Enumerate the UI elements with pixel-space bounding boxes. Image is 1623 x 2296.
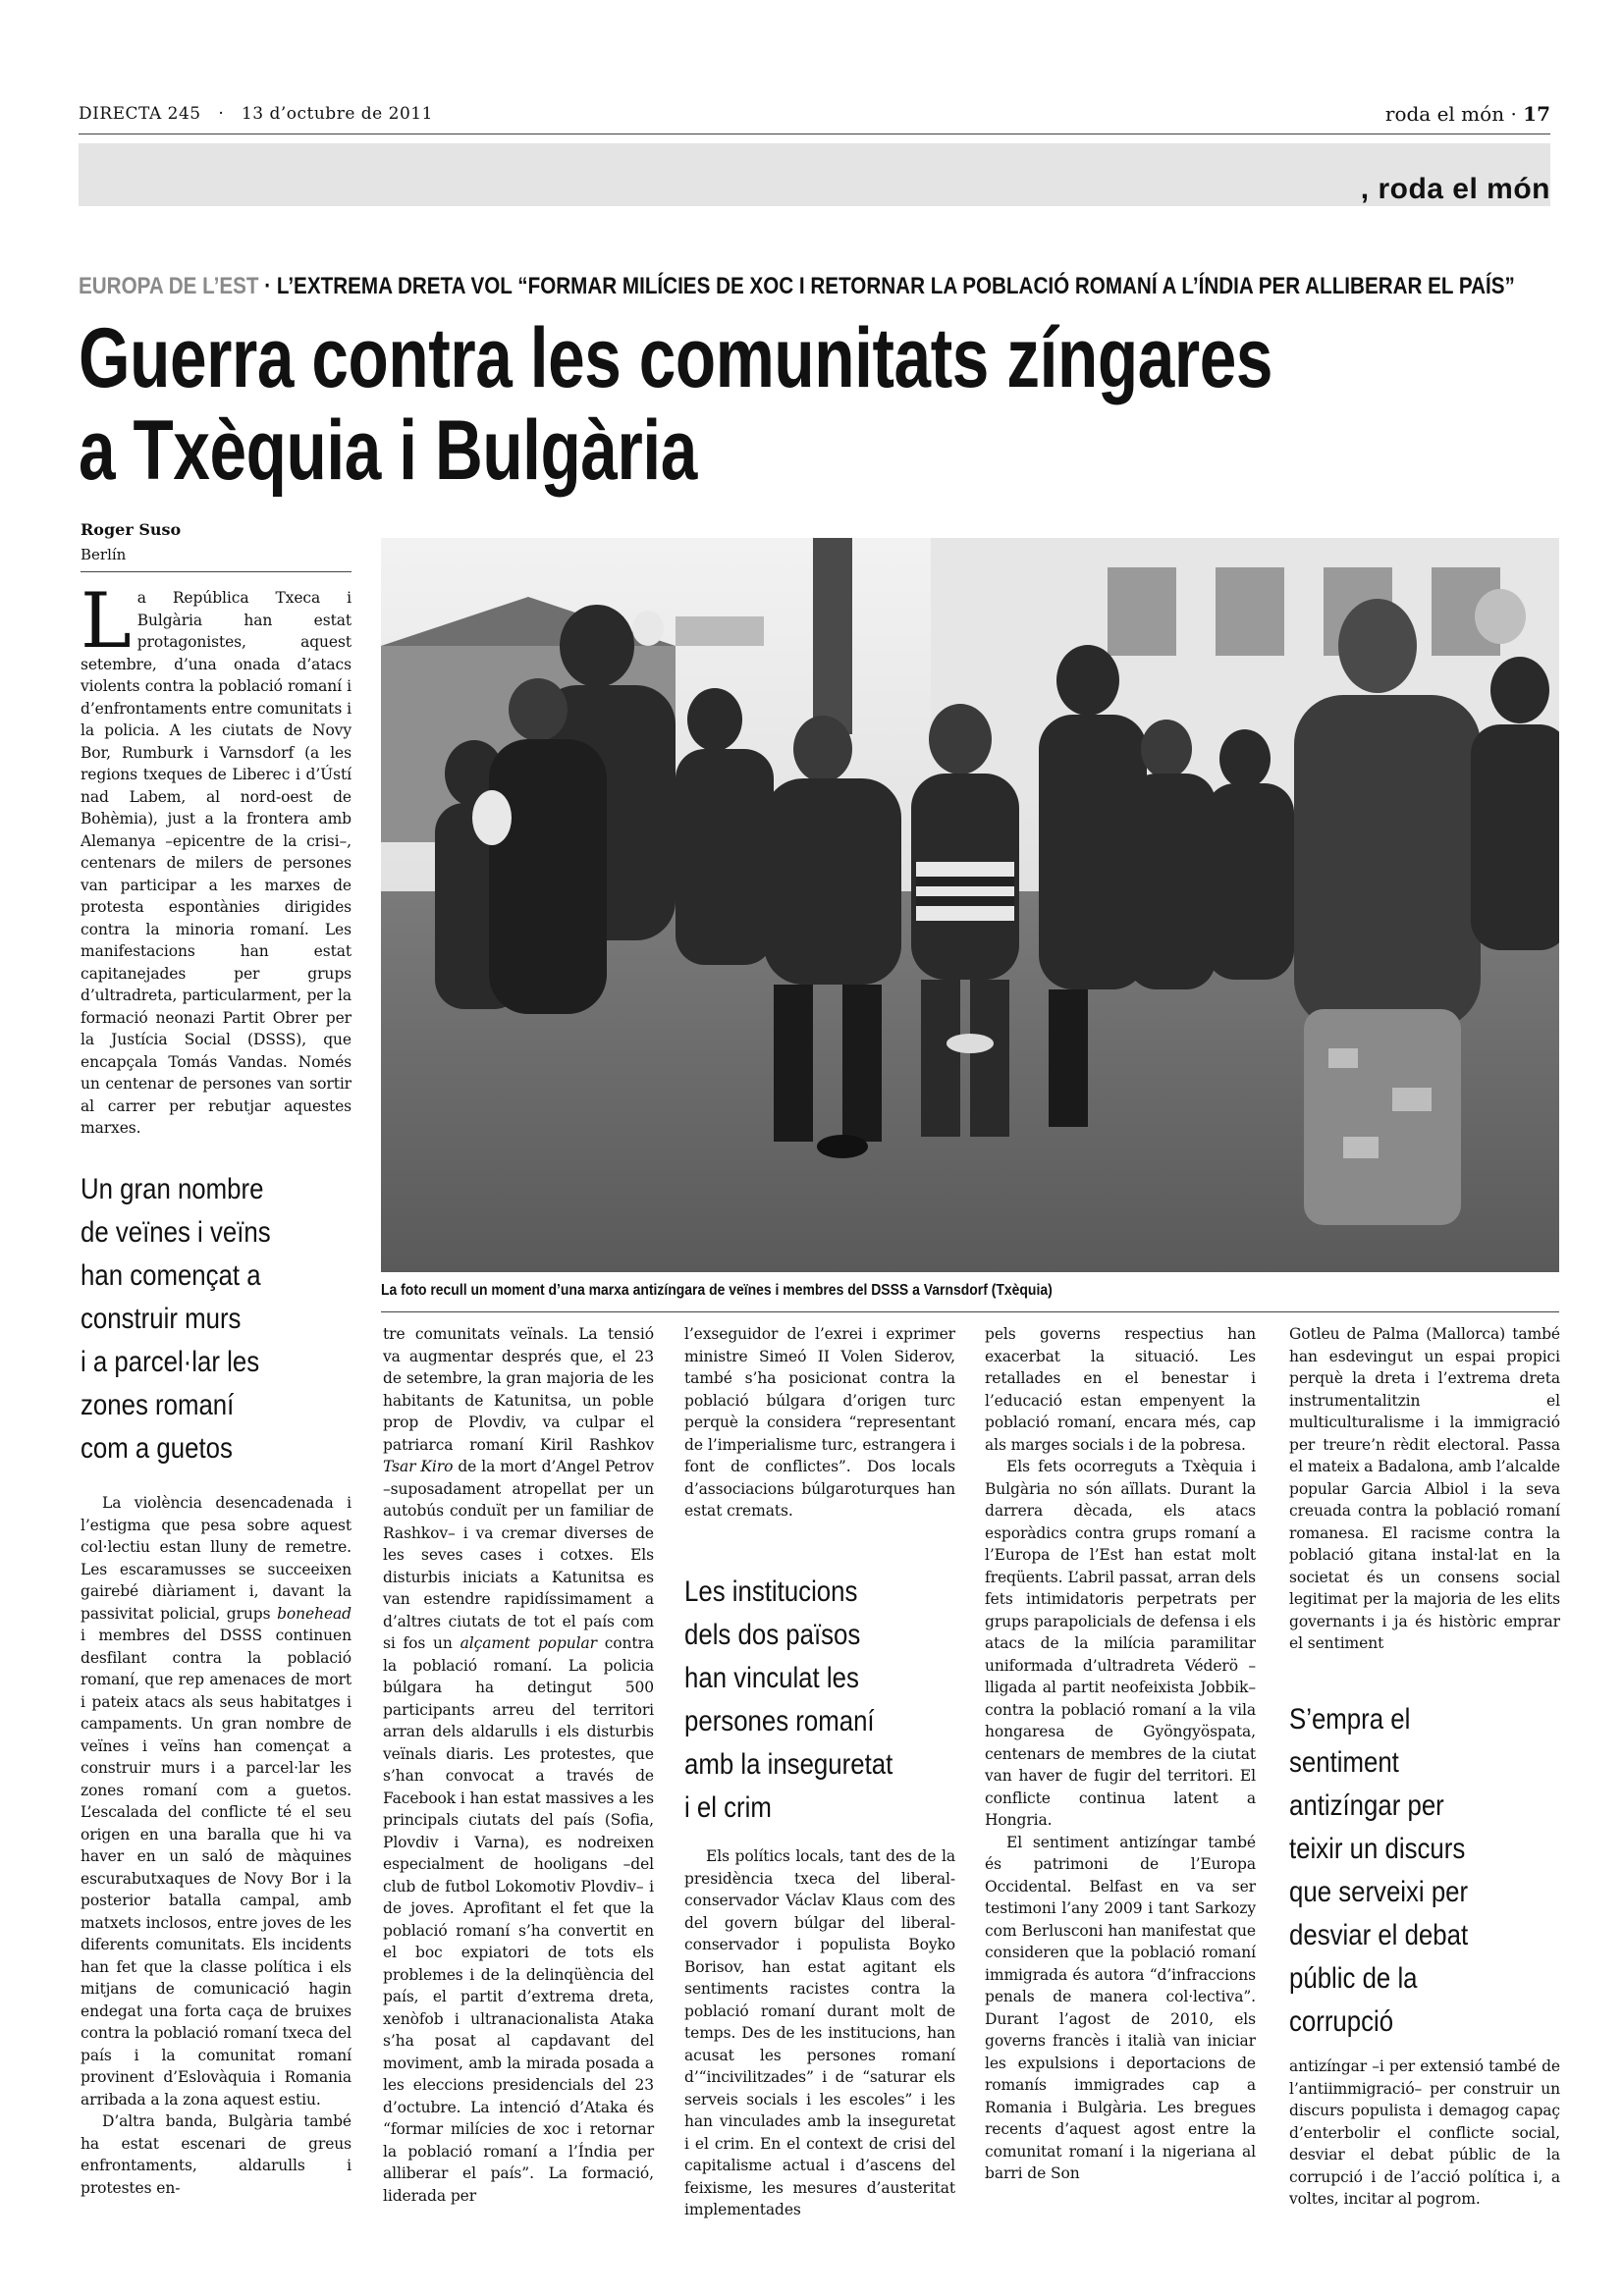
pull-quote-2 — [684, 1571, 893, 1830]
news-photo — [381, 538, 1559, 1272]
kicker-separator: · — [264, 273, 272, 299]
byline-author: Roger Suso — [81, 520, 182, 539]
pull-quote-1 — [81, 1168, 271, 1470]
pull-quote-line: Un gran nombre — [81, 1173, 264, 1205]
pull-quote-line: desviar el debat — [1289, 1919, 1469, 1951]
caption-rule — [381, 1311, 1559, 1312]
folio-publication — [79, 104, 433, 124]
page-number: 17 — [1523, 102, 1550, 126]
lead-paragraph — [81, 577, 352, 1140]
body-paragraph: Els fets ocorreguts a Txèquia i Bulgària no són aïllats. Durant la darrera dècada, els atacs esporàdics contra grups romaní a l’Europa de l’Est han estat molt freqüents. L’abril passat, arran dels fets intimidatoris perpetrats per grups parapolicials de defensa i els atacs de la milícia paramilitar uniformada d’ultradreta Véderö –lligada al partit neofeixista Jobbik– contra la població romaní a la vila hongaresa de Gyöngyöspata, centenars de membres de la ciutat van haver de fugir del territori. El conflicte continua latent a Hongria. — [985, 1458, 1256, 1829]
photo-illustration — [381, 538, 1559, 1272]
kicker — [79, 273, 1515, 300]
photo-caption: La foto recull un moment d’una marxa antizíngara de veïnes i membres del DSSS a Varnsdorf (Txèquia) — [381, 1282, 1053, 1299]
pull-quote-line: corrupció — [1289, 2005, 1394, 2038]
pull-quote-line: Les institucions — [684, 1575, 858, 1608]
body-paragraph: D’altra banda, Bulgària també ha estat escenari de greus enfrontaments, aldarulls i protestes en- — [81, 2112, 352, 2197]
pull-quote-line: construir murs — [81, 1303, 242, 1335]
article-column-3-continued — [684, 1845, 955, 2221]
body-text: i membres del DSSS continuen desfilant contra la població romaní, que rep amenaces de mort i pateix atacs als seus habitatges i campaments. Un gran nombre de veïnes i veïns han començat a construir murs i a parcel·lar les zones romaní com a guetos. L’escalada del conflicte té el seu origen en una baralla que hi va haver en un saló de màquines escurabutxaques de Novy Bor i la posterior batalla campal, amb matxets inclosos, entre joves de les diferents comunitats. Els incidents han fet que la classe política i els mitjans de comunicació hagin endegat una forta caça de bruixes contra la població romaní txeca del país i la comunitat romaní provinent d’Eslovàquia i Romania arribada a la zona aquest estiu. — [81, 1627, 352, 2109]
body-paragraph: l’exseguidor de l’exrei i exprimer ministre Simeó II Volen Siderov, també s’ha posicionat contra la població búlgara d’origen turc perquè la considera “representant de l’imperialisme turc, estrangera i font de conflictes”. Dos locals d’associacions búlgaroturques han estat cremats. — [684, 1325, 955, 1520]
issue-date: 13 d’octubre de 2011 — [241, 104, 433, 124]
pull-quote-line: teixir un discurs — [1289, 1833, 1466, 1865]
kicker-text: L’EXTREMA DRETA VOL “FORMAR MILÍCIES DE XOC I RETORNAR LA POBLACIÓ ROMANÍ A L’ÍNDIA PER ALLIBERAR EL PAÍS” — [276, 273, 1515, 299]
folio-separator: · — [218, 104, 225, 124]
pull-quote-line: de veïnes i veïns — [81, 1216, 271, 1249]
pull-quote-line: antizíngar per — [1289, 1789, 1444, 1822]
article-column-1 — [81, 1492, 352, 2199]
pull-quote-line: i a parcel·lar les — [81, 1346, 260, 1378]
byline-location: Berlín — [81, 546, 127, 563]
headline-line-1: Guerra contra les comunitats zíngares — [79, 311, 1273, 405]
article-column-2 — [383, 1323, 654, 2207]
body-emphasis: alçament popular — [460, 1634, 597, 1652]
body-paragraph — [383, 1323, 654, 2207]
pull-quote-line: que serveixi per — [1289, 1876, 1469, 1908]
headline-line-2: a Txèquia i Bulgària — [79, 403, 697, 498]
byline-rule — [81, 571, 352, 572]
body-paragraph — [81, 1492, 352, 2110]
pull-quote-line: han vinculat les — [684, 1662, 859, 1694]
body-paragraph: antizíngar –i per extensió també de l’antiimmigració– per construir un discurs populista i demagog capaç d’enterbolir el conflicte social, desviar el debat públic de la corrupció i de l’acció política i, a voltes, incitar al pogrom. — [1289, 2057, 1560, 2208]
folio-section-label: roda el món — [1384, 102, 1505, 126]
section-title: , roda el món — [1360, 173, 1550, 205]
article-column-3 — [684, 1323, 955, 1522]
pull-quote-3 — [1289, 1698, 1468, 2044]
publication-name: DIRECTA 245 — [79, 104, 201, 124]
body-paragraph: Gotleu de Palma (Mallorca) també han esdevingut un espai propici perquè la dreta i l’extrema dreta instrumentalitzin el multiculturalisme i la immigració per treure’n rèdit electoral. Passa el mateix a Badalona, amb l’alcalde popular Garcia Albiol i la seva creuada contra la població romaní romanesa. El racisme contra la població gitana instal·lat en la societat és un consens social legitimat per la majoria de les elits governants i ja és històric emprar el sentiment — [1289, 1325, 1560, 1652]
pull-quote-line: han començat a — [81, 1259, 261, 1292]
body-text: contra la població romaní. La policia búlgara ha detingut 500 participants arreu del territori arran dels aldarulls i els disturbis veïnals diaris. Les protestes, que s’han convocat a través de Facebook i han estat massives a les principals ciutats del país (Sofia, Plovdiv i Varna), es nodreixen especialment de hooligans –del club de futbol Lokomotiv Plovdiv– i de joves. Aprofitant el fet que la població romaní s’ha convertit en el boc expiatori de tots els problemes i de la delinqüència del país, el partit d’extrema dreta, xenòfob i ultranacionalista Ataka s’ha posat al capdavant del moviment, amb la mirada posada a les eleccions presidencials del 23 d’octubre. La intenció d’Ataka és “formar milícies de xoc i retornar la població romaní a l’Índia per alliberar el país”. La formació, liderada per — [383, 1634, 654, 2205]
pull-quote-line: persones romaní — [684, 1705, 875, 1737]
body-paragraph: pels governs respectius han exacerbat la situació. Les retallades en el benestar i l’educació estan empenyent la població romaní, encara més, cap als marges socials i de la pobresa. — [985, 1325, 1256, 1454]
article-lead — [81, 577, 352, 1140]
headline — [79, 312, 1543, 497]
body-text: tre comunitats veïnals. La tensió va augmentar després que, el 23 de setembre, la gran majoria de les habitants de Katunitsa, un poble prop de Plovdiv, va culpar el patriarca romaní Kiril Rashkov — [383, 1325, 654, 1454]
pull-quote-line: i el crim — [684, 1791, 772, 1824]
body-emphasis: Tsar Kiro — [383, 1458, 454, 1475]
section-band — [79, 143, 1550, 206]
pull-quote-line: com a guetos — [81, 1432, 233, 1465]
pull-quote-line: sentiment — [1289, 1746, 1399, 1779]
folio-separator-2: · — [1510, 102, 1517, 126]
article-column-5 — [1289, 1323, 1560, 1655]
pull-quote-line: S’empra el — [1289, 1703, 1411, 1735]
pull-quote-line: zones romaní — [81, 1389, 235, 1421]
drop-cap: L — [81, 577, 132, 666]
body-text: La violència desencadenada i l’estigma que pesa sobre aquest col·lectiu estan lluny de remetre. Les escaramusses se succeeixen gairebé diàriament i, davant la passivitat policial, grups — [81, 1494, 352, 1623]
body-paragraph: El sentiment antizíngar també és patrimoni de l’Europa Occidental. Belfast en va ser testimoni l’any 2009 i tant Sarkozy com Berlusconi han manifestat que consideren que la població romaní immigrada és autora “d’infraccions penals de manera col·lectiva”. Durant l’agost de 2010, els governs francès i italià van iniciar les expulsions i deportacions de romanís immigrades cap a Romania i Bulgària. Les bregues recents d’aquest agost entre la comunitat romaní i la nigeriana al barri de Son — [985, 1833, 1256, 2182]
pull-quote-line: amb la inseguretat — [684, 1748, 893, 1781]
header-rule — [79, 133, 1550, 134]
article-column-4 — [985, 1323, 1256, 2185]
article-column-5-continued — [1289, 2056, 1560, 2211]
kicker-region: EUROPA DE L’EST — [79, 273, 259, 299]
body-emphasis: bonehead — [277, 1604, 352, 1623]
body-paragraph: Els polítics locals, tant des de la presidència txeca del liberal-conservador Václav Klaus com des del govern búlgar del liberal-conservador i populista Boyko Borisov, han estat agitant els sentiments racistes contra la població romaní durant molt de temps. Des de les institucions, han acusat les persones romaní d’“incivilitzades” i de “saturar els serveis socials i les escoles” i les han vinculades amb la inseguretat i el crim. En el context de crisi del capitalisme actual i d’ascens del feixisme, les mesures d’austeritat implementades — [684, 1847, 955, 2218]
lead-text: a República Txeca i Bulgària han estat protagonistes, aquest setembre, d’una onada d’atacs violents contra la població romaní i d’enfrontaments entre comunitats i la policia. A les ciutats de Novy Bor, Rumburk i Varnsdorf (a les regions txeques de Liberec i d’Ústí nad Labem, al nord-oest de Bohèmia), just a la frontera amb Alemanya –epicentre de la crisi–, centenars de milers de persones van participar a les marxes de protesta espontànies dirigides contra la minoria romaní. Les manifestacions han estat capitanejades per grups d’ultradreta, particularment, per la formació neonazi Partit Obrer per la Justícia Social (DSSS), que encapçala Tomás Vandas. Només un centenar de persones van sortir al carrer per rebutjar aquestes marxes. — [81, 589, 352, 1137]
pull-quote-line: públic de la — [1289, 1962, 1418, 1995]
folio-section — [1385, 102, 1550, 126]
body-text: de la mort d’Angel Petrov –suposadament atropellat per un autobús conduït per un familiar de Rashkov– i va cremar diverses de les seves cases i cotxes. Els disturbis iniciats a Katunitsa es van estendre rapidíssimament a d’altres ciutats de tot el país com si fos un — [383, 1458, 654, 1652]
pull-quote-line: dels dos països — [684, 1619, 861, 1651]
